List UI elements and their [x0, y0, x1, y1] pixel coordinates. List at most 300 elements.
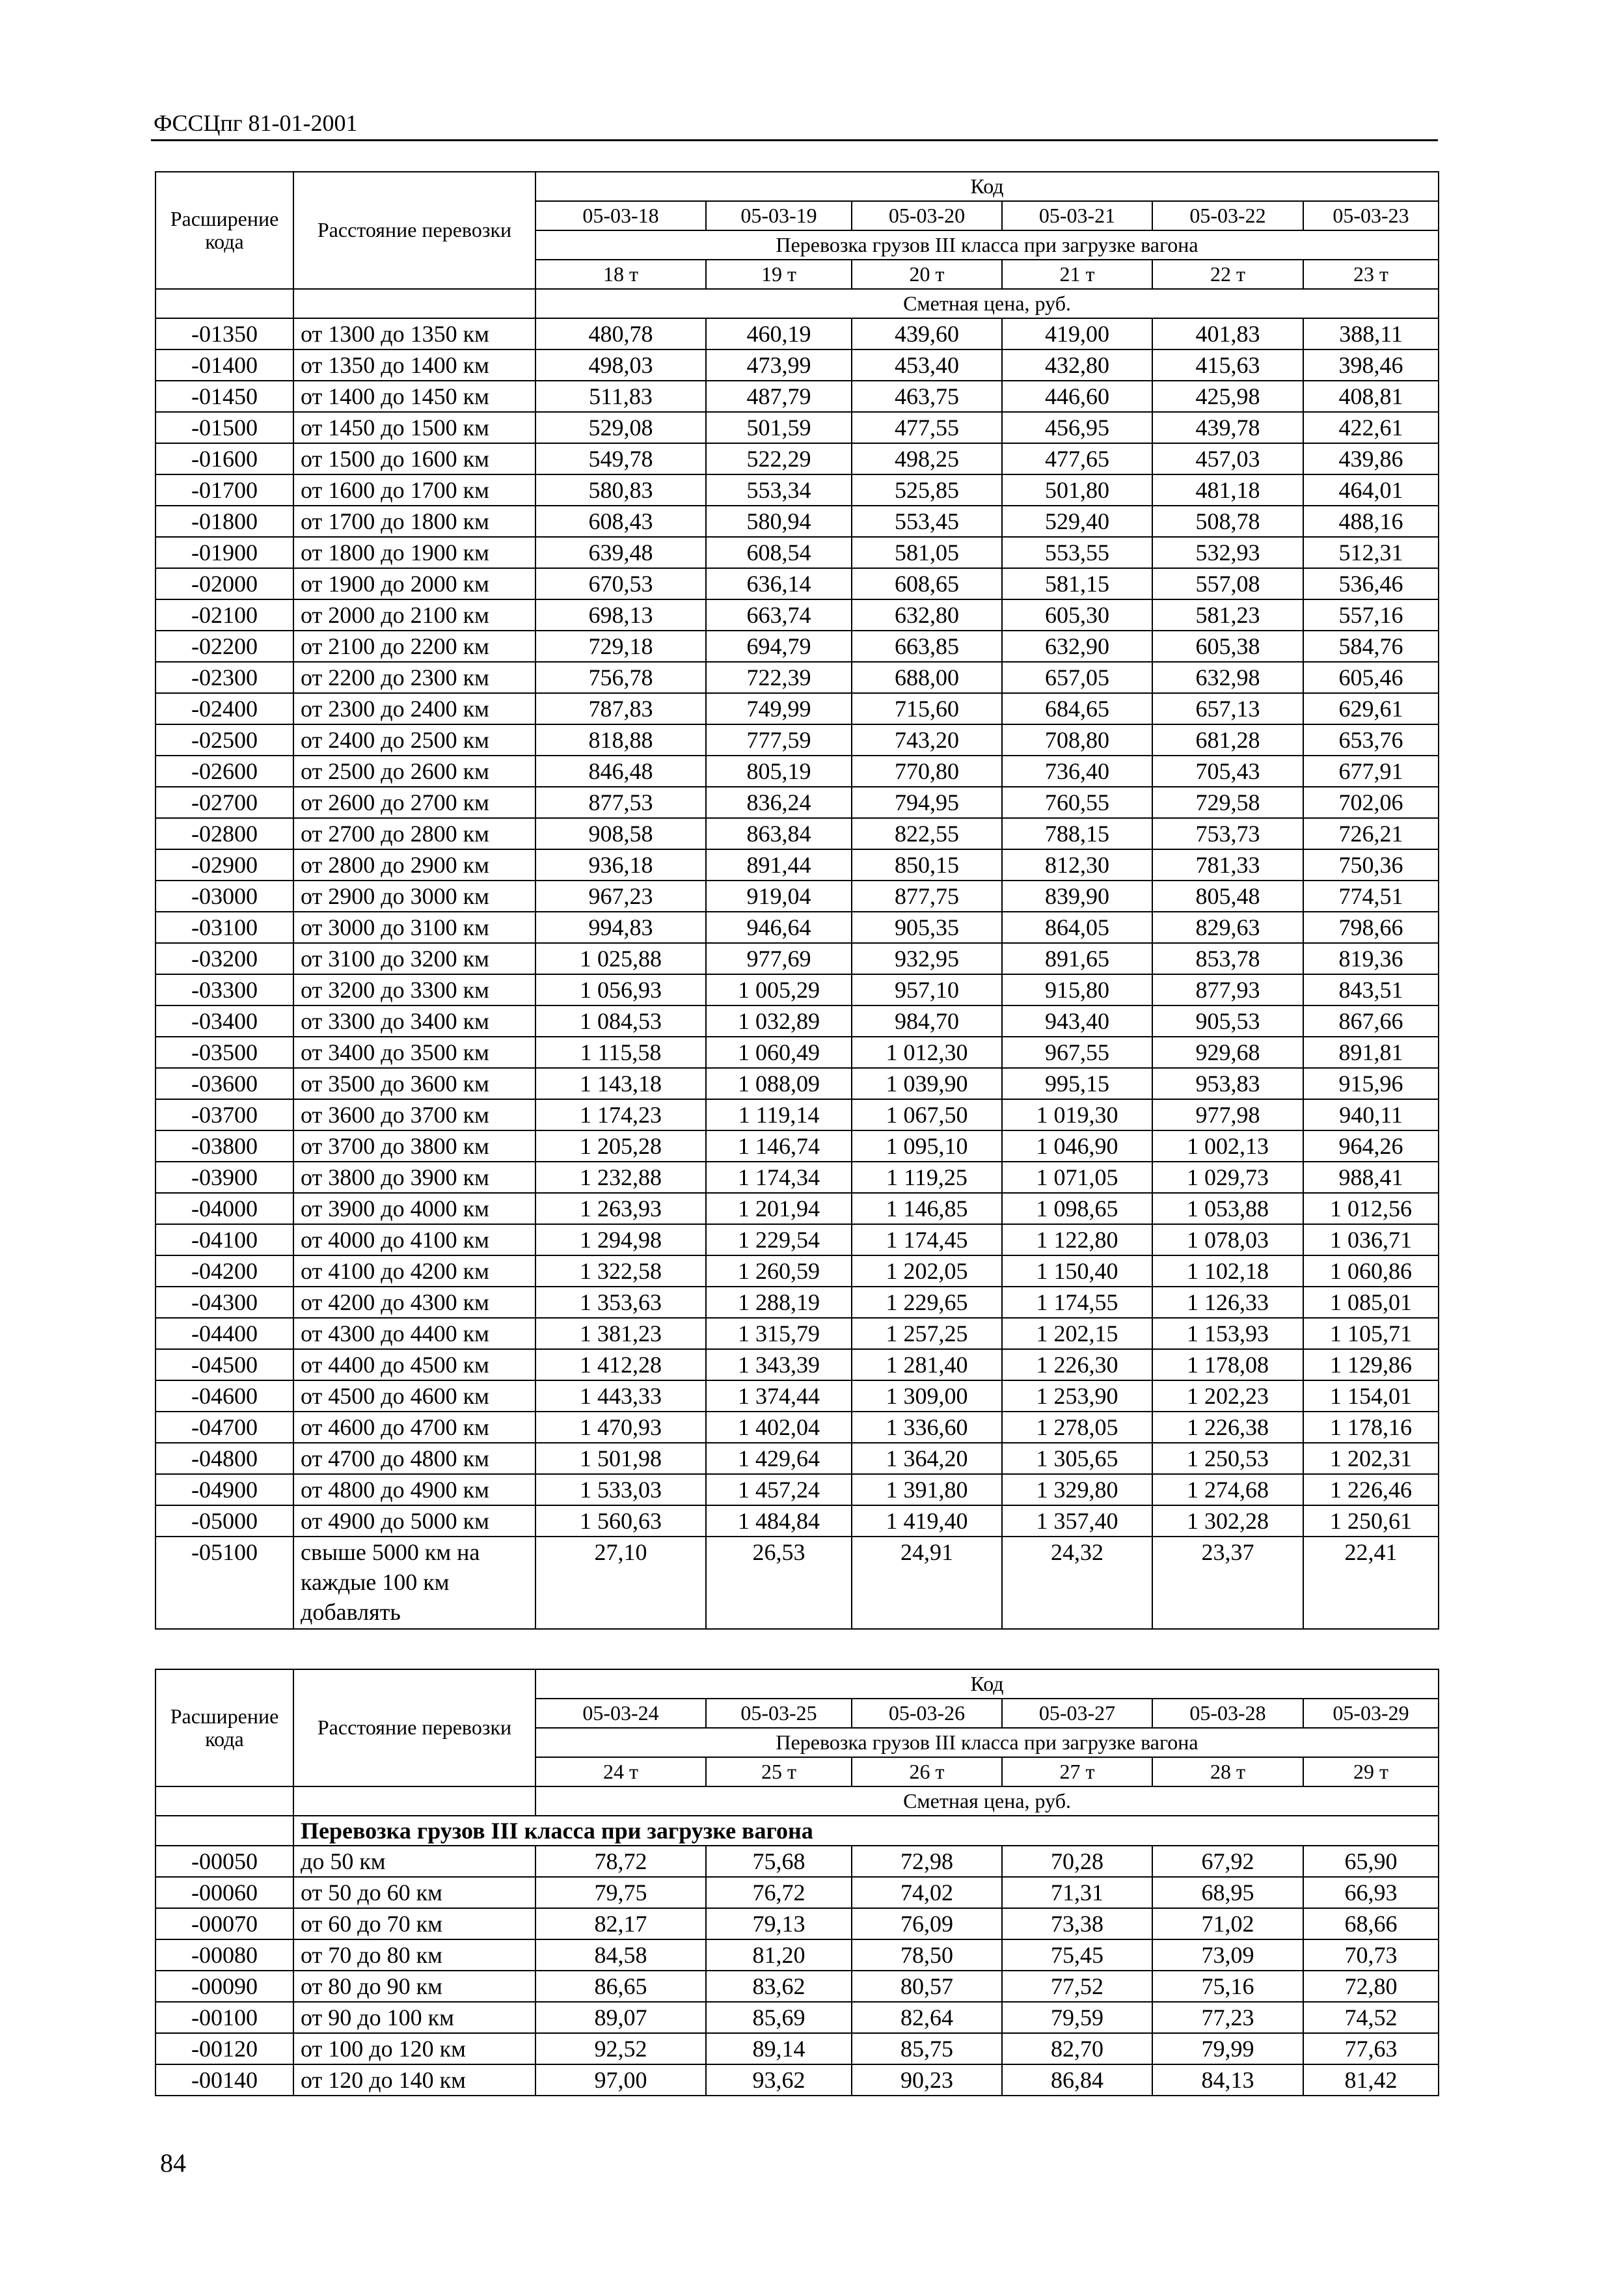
row-price: 1 560,63 — [535, 1505, 706, 1537]
row-price: 65,90 — [1303, 1846, 1439, 1877]
row-price: 66,93 — [1303, 1877, 1439, 1908]
header-spacer — [293, 1786, 535, 1816]
row-price: 608,43 — [535, 506, 706, 537]
row-price: 401,83 — [1152, 318, 1303, 349]
row-price: 1 019,30 — [1002, 1099, 1152, 1130]
tonnage-header: 25 т — [706, 1757, 852, 1786]
tonnage-header: 26 т — [852, 1757, 1002, 1786]
row-price: 1 150,40 — [1002, 1255, 1152, 1287]
table-row — [156, 318, 1439, 349]
tonnage-header: 20 т — [852, 260, 1002, 289]
row-price: 1 174,34 — [706, 1162, 852, 1193]
row-price: 425,98 — [1152, 381, 1303, 412]
row-code: -04500 — [156, 1349, 293, 1380]
row-distance: от 90 до 100 км — [293, 2002, 535, 2033]
table-row — [156, 1443, 1439, 1474]
table-row — [156, 881, 1439, 912]
row-price: 663,85 — [852, 631, 1002, 662]
row-price: 1 381,23 — [535, 1318, 706, 1349]
row-price: 1 226,30 — [1002, 1349, 1152, 1380]
row-price: 488,16 — [1303, 506, 1439, 537]
row-price: 905,35 — [852, 912, 1002, 943]
row-code: -01800 — [156, 506, 293, 537]
row-price: 1 174,23 — [535, 1099, 706, 1130]
row-price: 422,61 — [1303, 412, 1439, 443]
row-price: 481,18 — [1152, 474, 1303, 506]
row-price: 822,55 — [852, 818, 1002, 849]
row-distance: от 2000 до 2100 км — [293, 599, 535, 631]
row-price: 1 260,59 — [706, 1255, 852, 1287]
row-price: 1 060,49 — [706, 1037, 852, 1068]
row-price: 794,95 — [852, 787, 1002, 818]
row-price: 715,60 — [852, 693, 1002, 724]
price-table-1 — [155, 171, 1439, 1630]
table-row — [156, 1193, 1439, 1224]
row-distance: от 1700 до 1800 км — [293, 506, 535, 537]
row-price: 581,15 — [1002, 568, 1152, 599]
price-header: Сметная цена, руб. — [535, 289, 1439, 318]
row-price: 653,76 — [1303, 724, 1439, 756]
row-price: 639,48 — [535, 537, 706, 568]
row-price: 498,25 — [852, 443, 1002, 474]
row-price: 1 036,71 — [1303, 1224, 1439, 1255]
row-price: 439,78 — [1152, 412, 1303, 443]
row-distance: от 3200 до 3300 км — [293, 974, 535, 1005]
row-price: 1 257,25 — [852, 1318, 1002, 1349]
row-distance: от 1300 до 1350 км — [293, 318, 535, 349]
row-price: 93,62 — [706, 2064, 852, 2096]
row-price: 608,54 — [706, 537, 852, 568]
row-price: 805,19 — [706, 756, 852, 787]
row-price: 581,23 — [1152, 599, 1303, 631]
row-price: 27,10 — [535, 1537, 706, 1629]
row-code: -03600 — [156, 1068, 293, 1099]
row-price: 777,59 — [706, 724, 852, 756]
table-row — [156, 1162, 1439, 1193]
row-price: 1 085,01 — [1303, 1287, 1439, 1318]
code-header: 05-03-21 — [1002, 201, 1152, 230]
row-price: 70,73 — [1303, 1939, 1439, 1971]
row-price: 1 202,31 — [1303, 1443, 1439, 1474]
row-price: 1 012,56 — [1303, 1193, 1439, 1224]
row-price: 977,98 — [1152, 1099, 1303, 1130]
row-price: 1 274,68 — [1152, 1474, 1303, 1505]
row-code: -03800 — [156, 1130, 293, 1162]
row-price: 84,58 — [535, 1939, 706, 1971]
row-price: 1 364,20 — [852, 1443, 1002, 1474]
row-distance: от 4100 до 4200 км — [293, 1255, 535, 1287]
table-row — [156, 537, 1439, 568]
row-price: 74,02 — [852, 1877, 1002, 1908]
tonnage-header: 27 т — [1002, 1757, 1152, 1786]
row-price: 1 053,88 — [1152, 1193, 1303, 1224]
table-row — [156, 1255, 1439, 1287]
row-code: -01450 — [156, 381, 293, 412]
row-distance: от 4500 до 4600 км — [293, 1380, 535, 1412]
row-code: -01500 — [156, 412, 293, 443]
row-price: 877,53 — [535, 787, 706, 818]
row-price: 68,95 — [1152, 1877, 1303, 1908]
row-price: 1 322,58 — [535, 1255, 706, 1287]
row-price: 846,48 — [535, 756, 706, 787]
table-row — [156, 818, 1439, 849]
row-price: 905,53 — [1152, 1005, 1303, 1037]
row-price: 932,95 — [852, 943, 1002, 974]
row-price: 463,75 — [852, 381, 1002, 412]
row-distance: от 3500 до 3600 км — [293, 1068, 535, 1099]
row-code: -02500 — [156, 724, 293, 756]
row-price: 1 229,54 — [706, 1224, 852, 1255]
row-price: 24,91 — [852, 1537, 1002, 1629]
row-price: 1 115,58 — [535, 1037, 706, 1068]
section-spacer — [156, 1816, 293, 1846]
row-distance: от 70 до 80 км — [293, 1939, 535, 1971]
table-row — [156, 943, 1439, 974]
row-price: 86,84 — [1002, 2064, 1152, 2096]
col-header-kod: Код — [535, 1669, 1439, 1699]
row-distance: от 2100 до 2200 км — [293, 631, 535, 662]
table-row — [156, 974, 1439, 1005]
row-price: 439,86 — [1303, 443, 1439, 474]
row-distance: от 80 до 90 км — [293, 1971, 535, 2002]
row-price: 940,11 — [1303, 1099, 1439, 1130]
tonnage-header: 24 т — [535, 1757, 706, 1786]
row-price: 453,40 — [852, 349, 1002, 381]
table-row — [156, 474, 1439, 506]
row-distance: от 2600 до 2700 км — [293, 787, 535, 818]
row-price: 1 005,29 — [706, 974, 852, 1005]
row-price: 863,84 — [706, 818, 852, 849]
row-price: 553,45 — [852, 506, 1002, 537]
row-price: 580,94 — [706, 506, 852, 537]
row-price: 1 250,61 — [1303, 1505, 1439, 1537]
row-distance: от 1600 до 1700 км — [293, 474, 535, 506]
row-price: 936,18 — [535, 849, 706, 881]
row-price: 81,42 — [1303, 2064, 1439, 2096]
table-row — [156, 2064, 1439, 2096]
row-code: -02700 — [156, 787, 293, 818]
row-price: 1 078,03 — [1152, 1224, 1303, 1255]
row-code: -02600 — [156, 756, 293, 787]
row-price: 23,37 — [1152, 1537, 1303, 1629]
row-price: 1 098,65 — [1002, 1193, 1152, 1224]
row-price: 1 002,13 — [1152, 1130, 1303, 1162]
row-price: 1 309,00 — [852, 1380, 1002, 1412]
row-price: 1 067,50 — [852, 1099, 1002, 1130]
row-price: 1 281,40 — [852, 1349, 1002, 1380]
row-price: 1 288,19 — [706, 1287, 852, 1318]
row-price: 1 305,65 — [1002, 1443, 1152, 1474]
row-price: 1 250,53 — [1152, 1443, 1303, 1474]
row-price: 663,74 — [706, 599, 852, 631]
table-row — [156, 787, 1439, 818]
row-price: 995,15 — [1002, 1068, 1152, 1099]
row-price: 75,16 — [1152, 1971, 1303, 2002]
row-price: 891,81 — [1303, 1037, 1439, 1068]
row-price: 498,03 — [535, 349, 706, 381]
row-price: 508,78 — [1152, 506, 1303, 537]
row-price: 464,01 — [1303, 474, 1439, 506]
row-price: 26,53 — [706, 1537, 852, 1629]
row-price: 1 501,98 — [535, 1443, 706, 1474]
row-price: 67,92 — [1152, 1846, 1303, 1877]
table-row — [156, 2033, 1439, 2064]
row-price: 1 202,05 — [852, 1255, 1002, 1287]
row-price: 477,55 — [852, 412, 1002, 443]
tonnage-header: 18 т — [535, 260, 706, 289]
row-distance: от 4700 до 4800 км — [293, 1443, 535, 1474]
table-row — [156, 1505, 1439, 1537]
code-header: 05-03-25 — [706, 1699, 852, 1728]
row-price: 84,13 — [1152, 2064, 1303, 2096]
row-distance: от 100 до 120 км — [293, 2033, 535, 2064]
row-price: 71,31 — [1002, 1877, 1152, 1908]
row-distance: от 3100 до 3200 км — [293, 943, 535, 974]
row-code: -02300 — [156, 662, 293, 693]
row-price: 919,04 — [706, 881, 852, 912]
price-table-2 — [155, 1669, 1439, 2096]
row-price: 75,45 — [1002, 1939, 1152, 1971]
code-header: 05-03-22 — [1152, 201, 1303, 230]
row-price: 994,83 — [535, 912, 706, 943]
row-price: 946,64 — [706, 912, 852, 943]
row-price: 1 343,39 — [706, 1349, 852, 1380]
row-price: 632,90 — [1002, 631, 1152, 662]
row-price: 446,60 — [1002, 381, 1152, 412]
row-price: 753,73 — [1152, 818, 1303, 849]
table-row — [156, 662, 1439, 693]
row-price: 1 122,80 — [1002, 1224, 1152, 1255]
page-number: 84 — [160, 2148, 186, 2178]
col-header-distance: Расстояние перевозки — [293, 172, 535, 289]
row-price: 605,30 — [1002, 599, 1152, 631]
row-price: 85,69 — [706, 2002, 852, 2033]
table-row — [156, 1005, 1439, 1037]
row-price: 988,41 — [1303, 1162, 1439, 1193]
row-price: 553,34 — [706, 474, 852, 506]
row-price: 1 126,33 — [1152, 1287, 1303, 1318]
row-price: 24,32 — [1002, 1537, 1152, 1629]
row-price: 419,00 — [1002, 318, 1152, 349]
row-price: 456,95 — [1002, 412, 1152, 443]
row-code: -03400 — [156, 1005, 293, 1037]
header-spacer — [156, 1786, 293, 1816]
table-row — [156, 1130, 1439, 1162]
row-price: 1 174,45 — [852, 1224, 1002, 1255]
row-price: 77,23 — [1152, 2002, 1303, 2033]
row-price: 705,43 — [1152, 756, 1303, 787]
row-distance: от 3400 до 3500 км — [293, 1037, 535, 1068]
row-price: 97,00 — [535, 2064, 706, 2096]
row-price: 729,58 — [1152, 787, 1303, 818]
row-price: 608,65 — [852, 568, 1002, 599]
row-distance: от 4800 до 4900 км — [293, 1474, 535, 1505]
row-price: 74,52 — [1303, 2002, 1439, 2033]
row-price: 805,48 — [1152, 881, 1303, 912]
row-distance: от 50 до 60 км — [293, 1877, 535, 1908]
tonnage-header: 21 т — [1002, 260, 1152, 289]
row-price: 408,81 — [1303, 381, 1439, 412]
table-row — [156, 1877, 1439, 1908]
row-distance: от 4000 до 4100 км — [293, 1224, 535, 1255]
table-row — [156, 849, 1439, 881]
row-price: 398,46 — [1303, 349, 1439, 381]
table-row — [156, 631, 1439, 662]
row-price: 1 302,28 — [1152, 1505, 1303, 1537]
row-price: 1 154,01 — [1303, 1380, 1439, 1412]
row-price: 853,78 — [1152, 943, 1303, 974]
row-price: 829,63 — [1152, 912, 1303, 943]
row-price: 1 046,90 — [1002, 1130, 1152, 1162]
code-header: 05-03-29 — [1303, 1699, 1439, 1728]
cargo-class-header: Перевозка грузов III класса при загрузке вагона — [535, 230, 1439, 260]
row-price: 756,78 — [535, 662, 706, 693]
row-price: 529,08 — [535, 412, 706, 443]
row-price: 82,64 — [852, 2002, 1002, 2033]
row-code: -02100 — [156, 599, 293, 631]
row-price: 78,50 — [852, 1939, 1002, 1971]
table-row — [156, 1537, 1439, 1629]
row-price: 415,63 — [1152, 349, 1303, 381]
row-code: -02000 — [156, 568, 293, 599]
row-price: 512,31 — [1303, 537, 1439, 568]
table-row — [156, 912, 1439, 943]
row-code: -00120 — [156, 2033, 293, 2064]
table-row — [156, 756, 1439, 787]
table-row — [156, 1474, 1439, 1505]
row-price: 432,80 — [1002, 349, 1152, 381]
row-price: 75,68 — [706, 1846, 852, 1877]
row-price: 22,41 — [1303, 1537, 1439, 1629]
row-price: 774,51 — [1303, 881, 1439, 912]
row-price: 891,44 — [706, 849, 852, 881]
row-price: 1 412,28 — [535, 1349, 706, 1380]
row-price: 1 129,86 — [1303, 1349, 1439, 1380]
row-price: 1 232,88 — [535, 1162, 706, 1193]
row-price: 694,79 — [706, 631, 852, 662]
row-price: 1 039,90 — [852, 1068, 1002, 1099]
col-header-kod: Код — [535, 172, 1439, 201]
row-price: 1 263,93 — [535, 1193, 706, 1224]
code-header: 05-03-18 — [535, 201, 706, 230]
header-spacer — [156, 289, 293, 318]
row-price: 532,93 — [1152, 537, 1303, 568]
row-price: 770,80 — [852, 756, 1002, 787]
row-price: 1 088,09 — [706, 1068, 852, 1099]
row-price: 726,21 — [1303, 818, 1439, 849]
row-price: 698,13 — [535, 599, 706, 631]
row-price: 1 429,64 — [706, 1443, 852, 1474]
row-price: 80,57 — [852, 1971, 1002, 2002]
row-code: -03100 — [156, 912, 293, 943]
code-header: 05-03-27 — [1002, 1699, 1152, 1728]
row-price: 891,65 — [1002, 943, 1152, 974]
row-price: 1 202,15 — [1002, 1318, 1152, 1349]
row-code: -04900 — [156, 1474, 293, 1505]
cargo-class-header: Перевозка грузов III класса при загрузке вагона — [535, 1728, 1439, 1757]
row-price: 77,52 — [1002, 1971, 1152, 2002]
row-price: 1 143,18 — [535, 1068, 706, 1099]
row-code: -04000 — [156, 1193, 293, 1224]
row-price: 76,72 — [706, 1877, 852, 1908]
row-distance: от 4900 до 5000 км — [293, 1505, 535, 1537]
row-price: 953,83 — [1152, 1068, 1303, 1099]
table-row — [156, 349, 1439, 381]
row-distance: от 4300 до 4400 км — [293, 1318, 535, 1349]
row-price: 843,51 — [1303, 974, 1439, 1005]
row-code: -00070 — [156, 1908, 293, 1939]
row-price: 867,66 — [1303, 1005, 1439, 1037]
table-row — [156, 1846, 1439, 1877]
row-code: -02900 — [156, 849, 293, 881]
table-row — [156, 599, 1439, 631]
row-code: -01600 — [156, 443, 293, 474]
row-code: -00100 — [156, 2002, 293, 2033]
tonnage-header: 19 т — [706, 260, 852, 289]
table-row — [156, 724, 1439, 756]
row-price: 1 336,60 — [852, 1412, 1002, 1443]
row-price: 553,55 — [1002, 537, 1152, 568]
row-price: 749,99 — [706, 693, 852, 724]
table-row — [156, 693, 1439, 724]
row-price: 584,76 — [1303, 631, 1439, 662]
table-row — [156, 568, 1439, 599]
code-header: 05-03-23 — [1303, 201, 1439, 230]
row-distance: от 120 до 140 км — [293, 2064, 535, 2096]
table-row — [156, 1068, 1439, 1099]
row-price: 818,88 — [535, 724, 706, 756]
row-price: 549,78 — [535, 443, 706, 474]
row-distance: от 2900 до 3000 км — [293, 881, 535, 912]
row-code: -02800 — [156, 818, 293, 849]
row-price: 82,17 — [535, 1908, 706, 1939]
row-price: 460,19 — [706, 318, 852, 349]
row-price: 1 226,38 — [1152, 1412, 1303, 1443]
row-price: 581,05 — [852, 537, 1002, 568]
table-row — [156, 1971, 1439, 2002]
row-code: -05000 — [156, 1505, 293, 1537]
row-distance: от 3300 до 3400 км — [293, 1005, 535, 1037]
row-price: 836,24 — [706, 787, 852, 818]
row-price: 629,61 — [1303, 693, 1439, 724]
row-price: 1 229,65 — [852, 1287, 1002, 1318]
row-price: 76,09 — [852, 1908, 1002, 1939]
row-price: 82,70 — [1002, 2033, 1152, 2064]
row-price: 1 402,04 — [706, 1412, 852, 1443]
table-row — [156, 381, 1439, 412]
row-code: -01900 — [156, 537, 293, 568]
row-price: 1 146,85 — [852, 1193, 1002, 1224]
table-row — [156, 1380, 1439, 1412]
row-price: 1 484,84 — [706, 1505, 852, 1537]
section-title: Перевозка грузов III класса при загрузке вагона — [293, 1816, 1439, 1846]
col-header-code-extension: Расширение кода — [156, 172, 293, 289]
row-price: 477,65 — [1002, 443, 1152, 474]
row-distance: от 2300 до 2400 км — [293, 693, 535, 724]
header-rule — [151, 139, 1438, 141]
row-price: 439,60 — [852, 318, 1002, 349]
row-distance: свыше 5000 км на каждые 100 км добавлять — [293, 1537, 535, 1629]
row-code: -04600 — [156, 1380, 293, 1412]
row-price: 90,23 — [852, 2064, 1002, 2096]
table-row — [156, 443, 1439, 474]
row-price: 929,68 — [1152, 1037, 1303, 1068]
row-distance: от 1500 до 1600 км — [293, 443, 535, 474]
row-price: 636,14 — [706, 568, 852, 599]
row-distance: от 1400 до 1450 км — [293, 381, 535, 412]
col-header-distance: Расстояние перевозки — [293, 1669, 535, 1786]
row-price: 850,15 — [852, 849, 1002, 881]
